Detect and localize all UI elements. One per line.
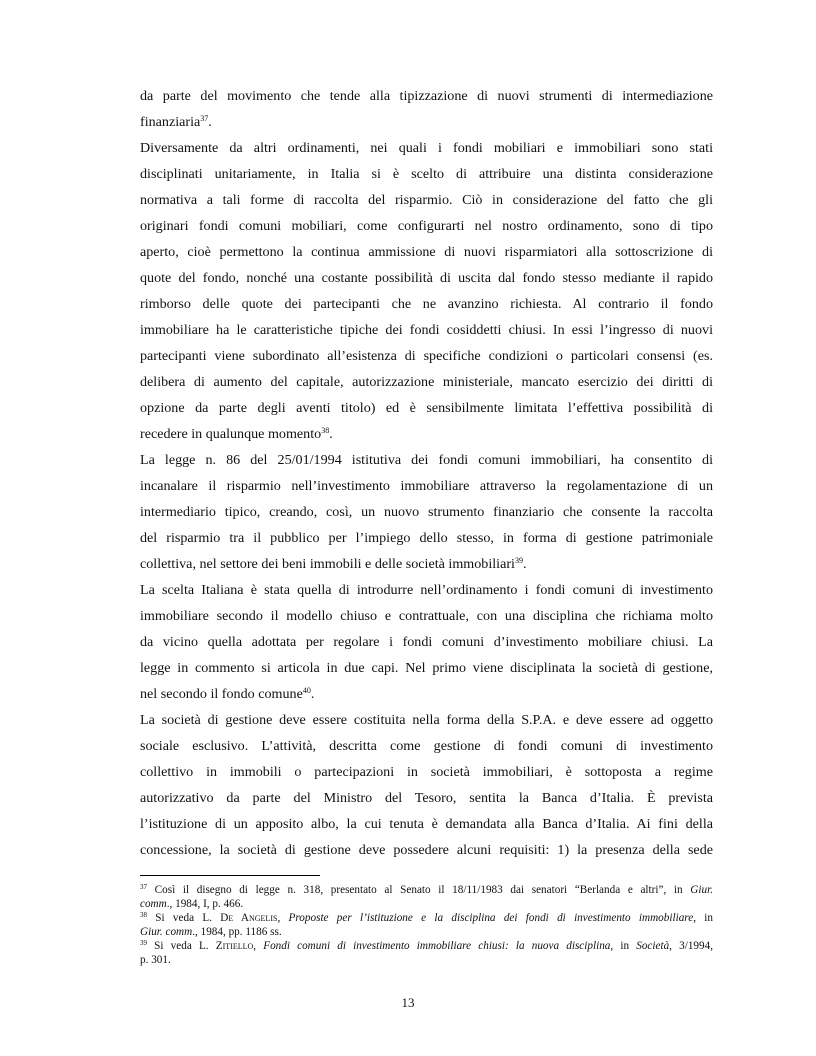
body-line: La società di gestione deve essere costituita nella forma della S.P.A. e deve essere ad oggetto — [140, 712, 713, 728]
body-line: legge in commento si articola in due capi. Nel primo viene disciplinata la società di gestione, — [140, 660, 713, 676]
body-line: autorizzativo da parte del Ministro del Tesoro, sentita la Banca d’Italia. È prevista — [140, 790, 713, 806]
body-line: aperto, cioè permettono la continua ammissione di nuovi risparmiatori alla sottoscrizione di — [140, 244, 713, 260]
footnote-38-cont: Giur. comm., 1984, pp. 1186 ss. — [140, 926, 282, 938]
body-line: incanalare il risparmio nell’investimento immobiliare attraverso la regolamentazione di un — [140, 478, 713, 494]
body-line: concessione, la società di gestione deve possedere alcuni requisiti: 1) la presenza della sede — [140, 842, 713, 858]
body-line: sociale esclusivo. L’attività, descritta come gestione di fondi comuni di investimento — [140, 738, 713, 754]
body-line: La scelta Italiana è stata quella di introdurre nell’ordinamento i fondi comuni di investimento — [140, 582, 713, 598]
body-line: del risparmio tra il pubblico per l’impiego dello stesso, in forma di gestione patrimoniale — [140, 530, 713, 546]
body-line: da parte del movimento che tende alla tipizzazione di nuovi strumenti di intermediazione — [140, 88, 713, 104]
body-line: partecipanti viene subordinato all’esistenza di specifiche condizioni o particolari consensi (es. — [140, 348, 713, 364]
body-line: delibera di aumento del capitale, autorizzazione ministeriale, mancato esercizio dei diritti di — [140, 374, 713, 390]
footnote-ref-40[interactable]: 40 — [302, 686, 311, 695]
footnote-ref-38[interactable]: 38 — [321, 426, 330, 435]
footnote-38: $^{38}$ Si veda L. De Angelis, Proposte per l’istituzione e la disciplina dei fondi di investimento immobiliare, in — [140, 911, 713, 924]
body-line: immobiliare secondo il modello chiuso e contrattuale, con una disciplina che richiama molto — [140, 608, 713, 624]
body-line: opzione da parte degli aventi titolo) ed è sensibilmente limitata l’effettiva possibilità di — [140, 400, 713, 416]
body-line: intermediario tipico, creando, così, un nuovo strumento finanziario che consente la raccolta — [140, 504, 713, 520]
footnote-separator — [140, 875, 320, 876]
body-line: La legge n. 86 del 25/01/1994 istitutiva dei fondi comuni immobiliari, ha consentito di — [140, 452, 713, 468]
body-line: disciplinati unitariamente, in Italia si è scelto di attribuire una distinta considerazione — [140, 166, 713, 182]
body-line: recedere in qualunque momento$^{38}$. — [140, 426, 333, 442]
body-line: originari fondi comuni mobiliari, come configurarti nel nostro ordinamento, sono di tipo — [140, 218, 713, 234]
body-line: quote del fondo, nonché una costante possibilità di uscita dal fondo stesso mediante il rapido — [140, 270, 713, 286]
footnote-39-cont: p. 301. — [140, 954, 171, 966]
body-line: nel secondo il fondo comune$^{40}$. — [140, 686, 315, 702]
body-line: da vicino quella adottata per regolare i fondi comuni d’investimento mobiliare chiusi. La — [140, 634, 713, 650]
footnote-37-cont: comm., 1984, I, p. 466. — [140, 898, 244, 910]
body-line: finanziaria$^{37}$. — [140, 114, 212, 130]
body-line: Diversamente da altri ordinamenti, nei quali i fondi mobiliari e immobiliari sono stati — [140, 140, 713, 156]
page-number: 13 — [401, 995, 415, 1010]
footnote-39: $^{39}$ Si veda L. Zitiello, Fondi comuni di investimento immobiliare chiusi: la nuova disciplina, in Società, 3/1994, — [140, 939, 714, 952]
body-line: rimborso delle quote dei partecipanti che ne avanzino richiesta. Al contrario il fondo — [140, 296, 713, 312]
body-line: immobiliare ha le caratteristiche tipiche dei fondi cosiddetti chiusi. In essi l’ingresso di nuovi — [140, 322, 713, 338]
footnote-ref-39[interactable]: 39 — [514, 556, 523, 565]
body-line: collettivo in immobili o partecipazioni in società immobiliari, è sottoposta a regime — [140, 764, 713, 780]
footnote-ref-37[interactable]: 37 — [200, 114, 209, 123]
body-line: collettiva, nel settore dei beni immobili e delle società immobiliari$^{39}$. — [140, 556, 527, 572]
footnote-37: $^{37}$ Così il disegno di legge n. 318, presentato al Senato il 18/11/1983 dai senatori “Berlanda e altri”, in Giur. — [140, 883, 713, 896]
body-line: normativa a tali forme di raccolta del risparmio. Ciò in considerazione del fatto che gli — [140, 192, 713, 208]
body-line: l’istituzione di un apposito albo, la cui tenuta è demandata alla Banca d’Italia. Ai fini della — [140, 816, 713, 832]
